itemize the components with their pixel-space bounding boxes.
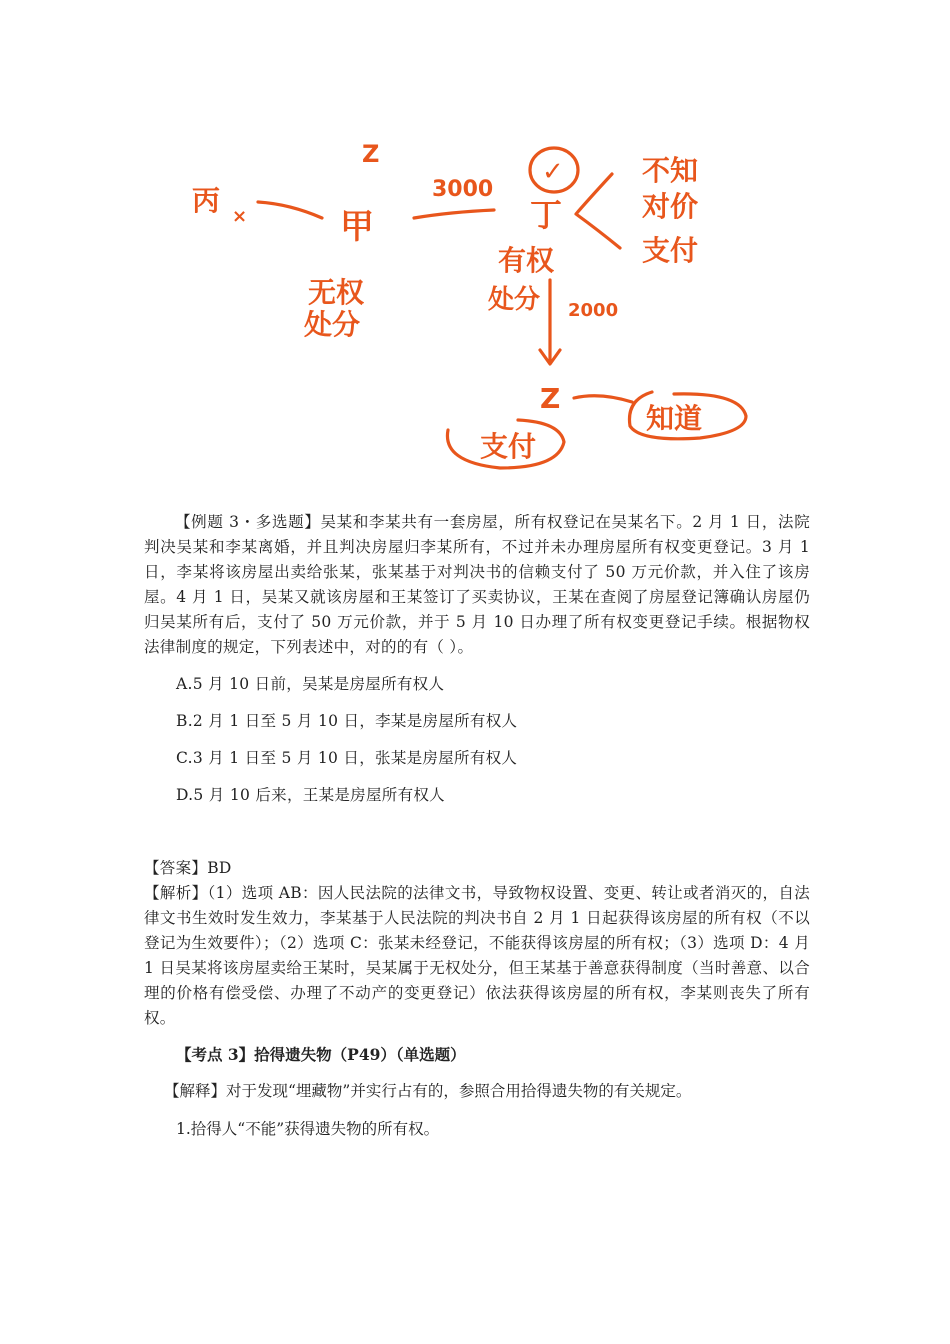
- kaodian-explanation: 【解释】对于发现“埋藏物”并实行占有的，参照合用拾得遗失物的有关规定。: [164, 1082, 692, 1100]
- option-b: B.2 月 1 日至 5 月 10 日，李某是房屋所有权人: [176, 712, 518, 730]
- label-consideration: 对价: [642, 190, 699, 223]
- arrow-ding-z: [540, 280, 560, 364]
- label-no-right-2: 处分: [304, 308, 361, 341]
- label-paid: 支付: [642, 234, 699, 267]
- label-no-right-1: 无权: [308, 276, 365, 309]
- option-a: A.5 月 10 日前，吴某是房屋所有权人: [176, 675, 445, 693]
- example-question: 【例题 3・多选题】吴某和李某共有一套房屋，所有权登记在吴某名下。2 月 1 日，法院判决吴某和李某离婚，并且判决房屋归李某所有，不过并未办理房屋所有权变更登记。3 月 1 日，李某将该房屋出卖给张某，张某基于对判决书的信赖支付了 50 万元价款，并入住了该房屋。4 月 1 日，吴某又就该房屋和王某签订了买卖协议，王某在查阅了房屋登记簿确认房屋仍归吴某所有后，支付了 50 万元价款，并于 5 月 10 日办理了所有权变更登记手续。根据物权法律制度的规定，下列表述中，对的的有（ ）。: [144, 513, 810, 656]
- label-bottom-paid: 支付: [480, 430, 537, 463]
- label-bottom-z: Z: [540, 382, 561, 415]
- label-has-right-2: 处分: [488, 285, 541, 315]
- kaodian-item-1: 1.拾得人“不能”获得遗失物的所有权。: [176, 1120, 440, 1138]
- line-z-know: [574, 396, 632, 402]
- arrow-to-ding: [576, 174, 620, 248]
- label-bing-mark: ×: [232, 206, 248, 227]
- answer-line: 【答案】BD: [144, 859, 232, 877]
- line-bing-jia: [258, 202, 322, 218]
- label-bottom-know: 知道: [646, 402, 703, 435]
- label-not-know: 不知: [642, 154, 699, 187]
- label-amount-3000: 3000: [432, 177, 494, 202]
- label-amount-2000: 2000: [568, 300, 619, 321]
- kaodian-heading: 【考点 3】拾得遗失物（P49）（单选题）: [176, 1045, 466, 1064]
- option-c: C.3 月 1 日至 5 月 10 日，张某是房屋所有权人: [176, 749, 518, 767]
- label-top-z: Z: [362, 140, 380, 168]
- label-has-right-1: 有权: [498, 244, 555, 277]
- line-jia-ding: [414, 210, 494, 218]
- answer-analysis: 【解析】（1）选项 AB：因人民法院的法律文书，导致物权设置、变更、转让或者消灭的，自法律文书生效时发生效力，李某基于人民法院的判决书自 2 月 1 日起获得该房屋的所有权（不以登记为生效要件）；（2）选项 C：张某未经登记，不能获得该房屋的所有权；（3）选项 D：4 月 1 日吴某将该房屋卖给王某时，吴某属于无权处分，但王某基于善意获得制度（当时善意、以合理的价格有偿受偿、办理了不动产的变更登记）依法获得该房屋的所有权，李某则丧失了所有权。: [144, 884, 810, 1027]
- option-d: D.5 月 10 后来，王某是房屋所有权人: [176, 786, 445, 804]
- handwritten-diagram: [180, 130, 780, 490]
- label-ding: 丁: [530, 196, 563, 234]
- label-bing: 丙: [192, 184, 221, 217]
- label-jia: 甲: [340, 207, 374, 247]
- label-check: ✓: [542, 157, 564, 187]
